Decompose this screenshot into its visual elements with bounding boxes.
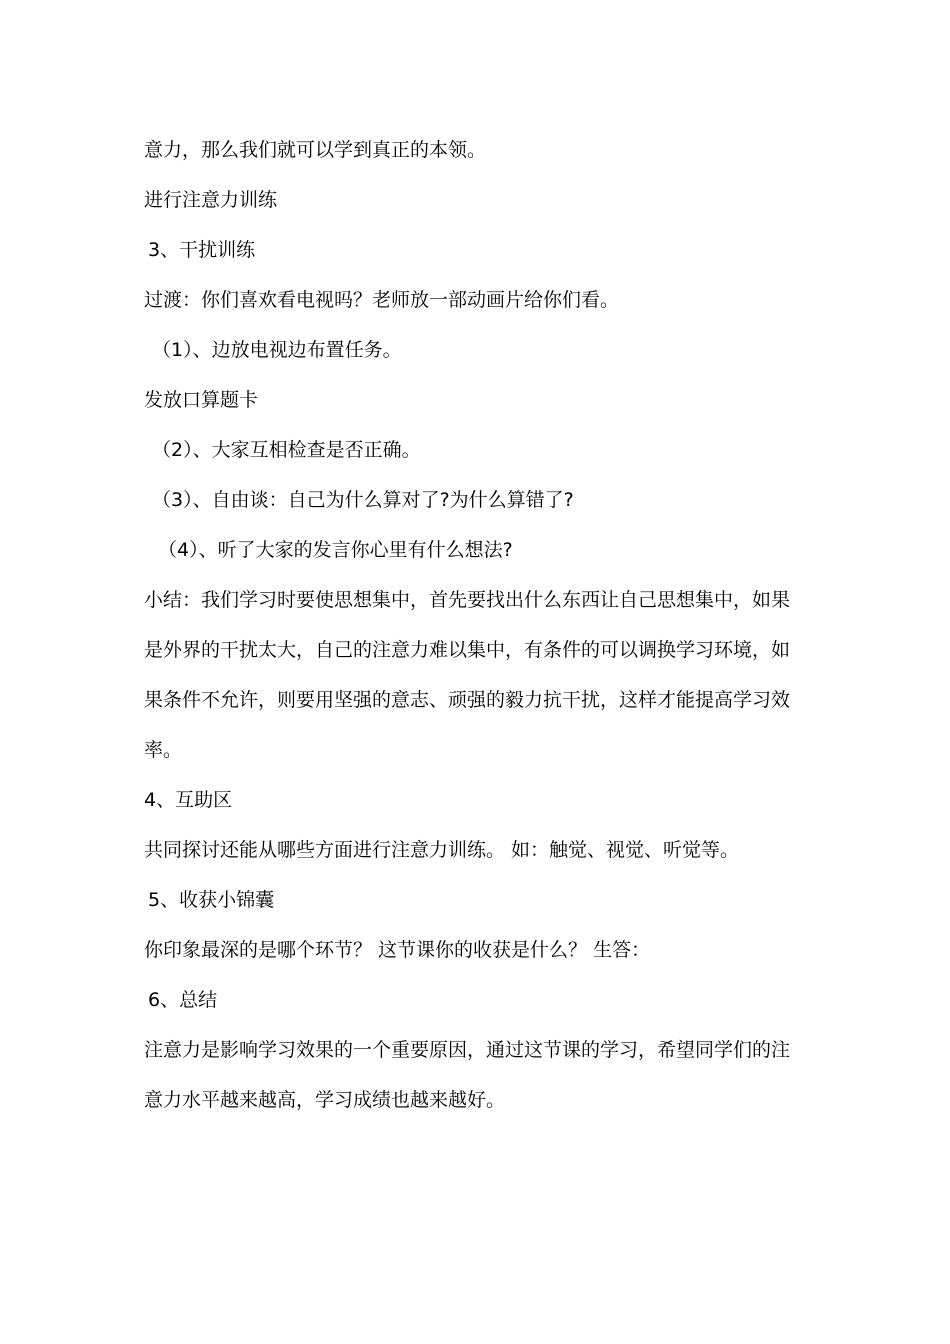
paragraph-line: 果条件不允许，则要用坚强的意志、顽强的毅力抗干扰，这样才能提高学习效: [144, 689, 791, 711]
text-line: 意力，那么我们就可以学到真正的本领。: [144, 139, 487, 161]
section-heading: 5、收获小锦囊: [148, 889, 275, 911]
text-line: 共同探讨还能从哪些方面进行注意力训练。 如：触觉、视觉、听觉等。: [144, 839, 740, 861]
text-line: 进行注意力训练: [144, 189, 278, 211]
paragraph-line: 注意力是影响学习效果的一个重要原因，通过这节课的学习，希望同学们的注: [144, 1039, 791, 1061]
list-item: （3）、自由谈：自己为什么算对了?为什么算错了?: [152, 489, 574, 511]
text-line: 你印象最深的是哪个环节？ 这节课你的收获是什么？ 生答：: [144, 939, 651, 961]
section-heading: 4、互助区: [144, 789, 233, 811]
list-item: （4）、听了大家的发言你心里有什么想法?: [158, 539, 513, 561]
paragraph-line: 意力水平越来越高，学习成绩也越来越好。: [144, 1089, 506, 1111]
text-line: 过渡：你们喜欢看电视吗？老师放一部动画片给你们看。: [144, 289, 620, 311]
paragraph-line: 率。: [144, 739, 183, 761]
paragraph-line: 小结：我们学习时要使思想集中，首先要找出什么东西让自己思想集中，如果: [144, 589, 791, 611]
list-item: （1）、边放电视边布置任务。: [152, 339, 402, 361]
paragraph-line: 是外界的干扰太大，自己的注意力难以集中，有条件的可以调换学习环境，如: [144, 639, 791, 661]
section-heading: 6、总结: [148, 989, 218, 1011]
section-heading: 3、干扰训练: [148, 239, 256, 261]
text-line: 发放口算题卡: [144, 389, 259, 411]
list-item: （2）、大家互相检查是否正确。: [152, 439, 421, 461]
